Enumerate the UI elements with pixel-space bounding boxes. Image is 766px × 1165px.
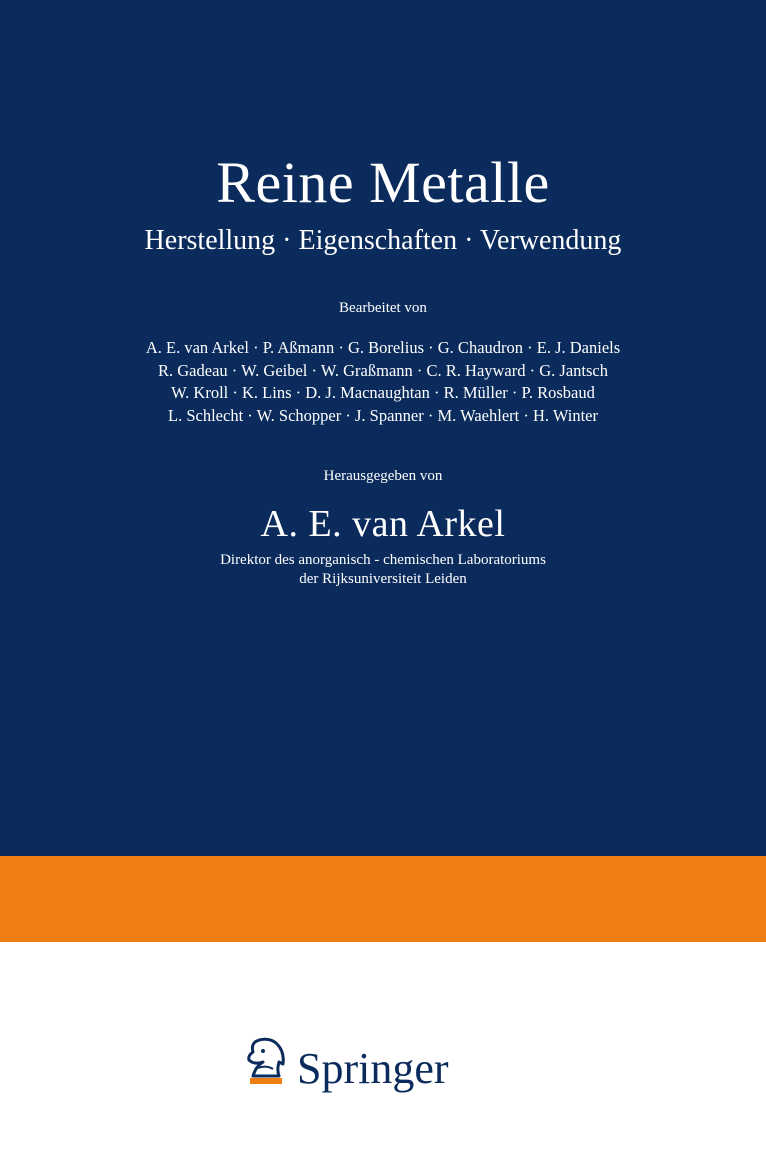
contributor-line: L. Schlecht · W. Schopper · J. Spanner · M. Waehlert · H. Winter [168,405,598,425]
publisher-logo [241,1036,449,1096]
edited-by-label: Bearbeitet von [339,300,427,316]
contributor-line: R. Gadeau · W. Geibel · W. Graßmann · C. R. Hayward · G. Jantsch [158,360,608,380]
book-title: Reine Metalle [216,150,550,215]
affiliation-line: der Rijksuniversiteit Leiden [299,571,467,587]
contributor-list [0,337,766,427]
affiliation-line: Direktor des anorganisch - chemischen Laboratoriums [220,552,546,568]
springer-horse-icon [241,1036,289,1096]
publisher-name: Springer [297,1044,449,1093]
editor-affiliation [0,551,766,589]
contributor-line: W. Kroll · K. Lins · D. J. Macnaughtan · R. Müller · P. Rosbaud [171,383,595,403]
orange-band [0,856,766,942]
book-subtitle: Herstellung · Eigenschaften · Verwendung [144,225,622,256]
editor-name: A. E. van Arkel [260,503,506,545]
contributor-line: A. E. van Arkel · P. Aßmann · G. Borelius · G. Chaudron · E. J. Daniels [145,338,621,357]
published-by-label: Herausgegeben von [323,468,443,484]
